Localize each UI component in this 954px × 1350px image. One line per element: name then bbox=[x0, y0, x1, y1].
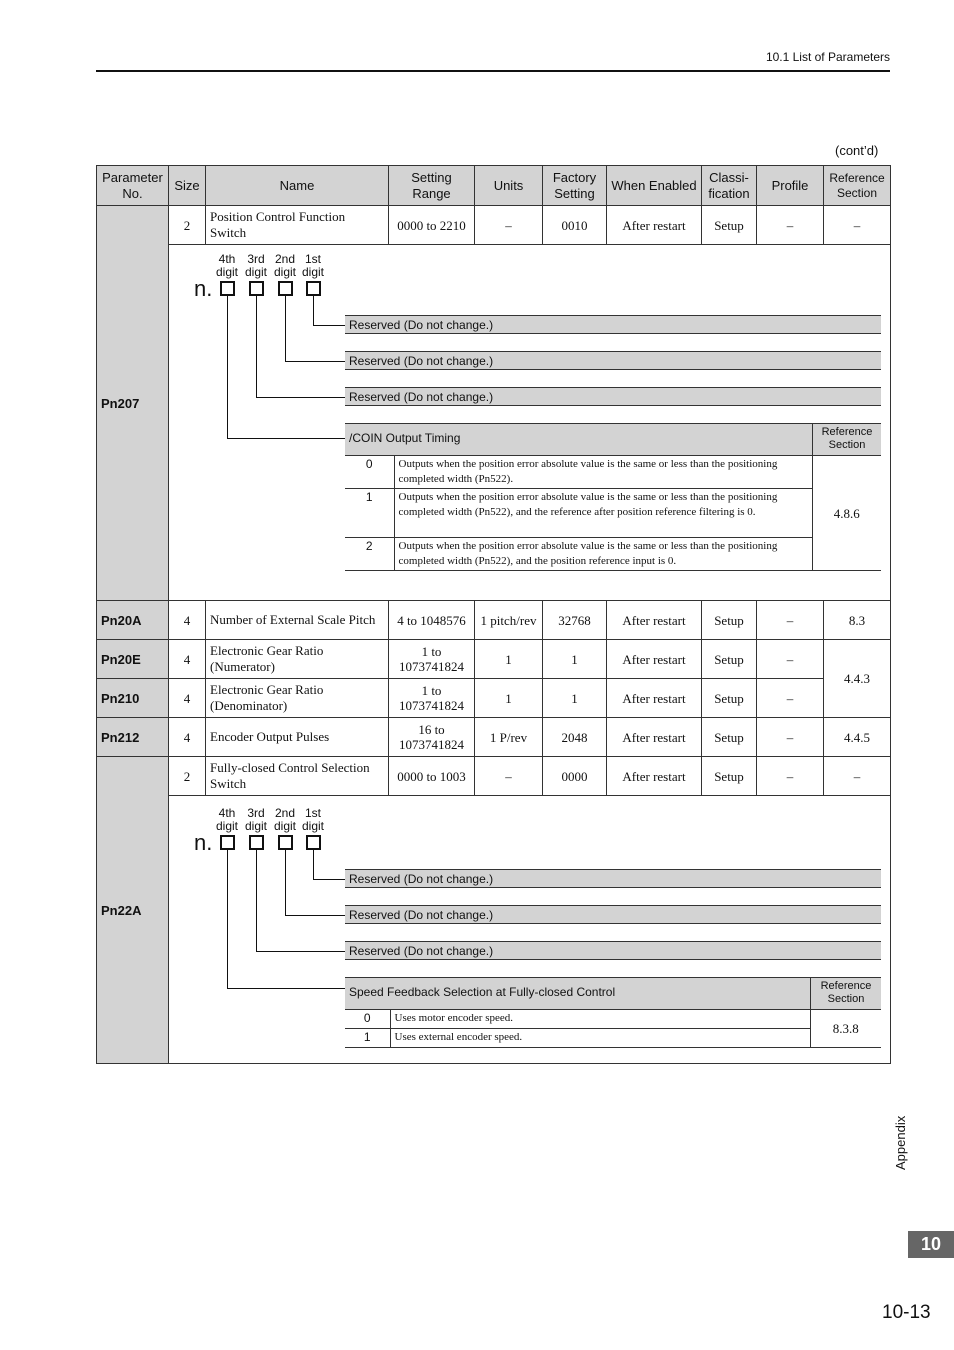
enabled-cell: After restart bbox=[607, 601, 702, 640]
n-prefix: n. bbox=[194, 276, 213, 301]
enabled-cell: After restart bbox=[607, 640, 702, 679]
digit-label: 4th digit bbox=[215, 806, 238, 833]
range-cell: 16 to 1073741824 bbox=[389, 718, 475, 757]
ref-cell: 8.3 bbox=[824, 601, 891, 640]
digit-box bbox=[278, 835, 293, 850]
factory-cell: 1 bbox=[543, 679, 607, 718]
profile-cell: – bbox=[757, 640, 824, 679]
digit-label: 2nd digit bbox=[273, 252, 296, 279]
col-header: Units bbox=[475, 166, 543, 206]
enabled-cell: After restart bbox=[607, 718, 702, 757]
reserved-bar: Reserved (Do not change.) bbox=[345, 387, 881, 406]
coin-output-header bbox=[345, 423, 881, 456]
reserved-bar: Reserved (Do not change.) bbox=[345, 351, 881, 370]
connector-line bbox=[313, 850, 314, 880]
profile-cell: – bbox=[757, 718, 824, 757]
connector-line bbox=[256, 951, 345, 952]
enabled-cell: After restart bbox=[607, 206, 702, 245]
table-row bbox=[97, 757, 891, 796]
chapter-tab: 10 bbox=[908, 1231, 954, 1258]
connector-line bbox=[313, 296, 314, 326]
reserved-bar: Reserved (Do not change.) bbox=[345, 869, 881, 888]
digit-label: 3rd digit bbox=[244, 806, 267, 833]
ref-cell: – bbox=[824, 206, 891, 245]
param-no: Pn207 bbox=[97, 206, 169, 601]
col-header: Parameter No. bbox=[97, 166, 169, 206]
digit-label: 4th digit bbox=[215, 252, 238, 279]
name-cell: Electronic Gear Ratio (Numerator) bbox=[206, 640, 389, 679]
units-cell: 1 bbox=[475, 640, 543, 679]
col-header: Classi-fication bbox=[702, 166, 757, 206]
range-cell: 0000 to 1003 bbox=[389, 757, 475, 796]
digit-label: 3rd digit bbox=[244, 252, 267, 279]
sub-desc: Outputs when the position error absolute value is the same or less than the positioning completed width (Pn522). bbox=[394, 456, 812, 489]
sub-value: 0 bbox=[345, 1010, 390, 1029]
factory-cell: 1 bbox=[543, 640, 607, 679]
connector-line bbox=[227, 988, 345, 989]
class-cell: Setup bbox=[702, 601, 757, 640]
param-no: Pn20A bbox=[97, 601, 169, 640]
param-no: Pn22A bbox=[97, 757, 169, 1064]
reserved-bar: Reserved (Do not change.) bbox=[345, 941, 881, 960]
profile-cell: – bbox=[757, 679, 824, 718]
size-cell: 4 bbox=[169, 640, 206, 679]
col-header: Profile bbox=[757, 166, 824, 206]
ref-cell: 4.4.5 bbox=[824, 718, 891, 757]
col-header: Reference Section bbox=[824, 166, 891, 206]
factory-cell: 32768 bbox=[543, 601, 607, 640]
reserved-bar: Reserved (Do not change.) bbox=[345, 905, 881, 924]
digit-label: 2nd digit bbox=[273, 806, 296, 833]
reserved-bar: Reserved (Do not change.) bbox=[345, 315, 881, 334]
size-cell: 4 bbox=[169, 718, 206, 757]
header-rule bbox=[96, 70, 890, 72]
sub-row bbox=[345, 1029, 881, 1048]
sub-ref-header: Reference Section bbox=[812, 424, 881, 455]
name-cell: Position Control Function Switch bbox=[206, 206, 389, 245]
size-cell: 4 bbox=[169, 679, 206, 718]
digit-label: 1st digit bbox=[301, 252, 324, 279]
connector-line bbox=[256, 850, 257, 952]
digit-box bbox=[220, 281, 235, 296]
speed-feedback-table bbox=[345, 1009, 881, 1048]
class-cell: Setup bbox=[702, 718, 757, 757]
name-cell: Fully-closed Control Selection Switch bbox=[206, 757, 389, 796]
profile-cell: – bbox=[757, 206, 824, 245]
continued-label: (cont’d) bbox=[835, 143, 879, 158]
units-cell: – bbox=[475, 757, 543, 796]
size-cell: 2 bbox=[169, 206, 206, 245]
name-cell: Electronic Gear Ratio (Denominator) bbox=[206, 679, 389, 718]
factory-cell: 0000 bbox=[543, 757, 607, 796]
page-number: 10-13 bbox=[882, 1302, 931, 1323]
sub-row bbox=[345, 1010, 881, 1029]
units-cell: 1 P/rev bbox=[475, 718, 543, 757]
name-cell: Number of External Scale Pitch bbox=[206, 601, 389, 640]
connector-line bbox=[227, 296, 228, 439]
digit-box bbox=[306, 281, 321, 296]
col-header: When Enabled bbox=[607, 166, 702, 206]
class-cell: Setup bbox=[702, 757, 757, 796]
enabled-cell: After restart bbox=[607, 679, 702, 718]
connector-line bbox=[256, 296, 257, 398]
parameter-table bbox=[96, 165, 891, 1064]
running-header: 10.1 List of Parameters bbox=[765, 50, 890, 64]
sub-desc: Uses motor encoder speed. bbox=[390, 1010, 810, 1029]
units-cell: 1 bbox=[475, 679, 543, 718]
range-cell: 4 to 1048576 bbox=[389, 601, 475, 640]
param-no: Pn20E bbox=[97, 640, 169, 679]
sub-title: Speed Feedback Selection at Fully-closed Control bbox=[349, 985, 616, 999]
sub-row bbox=[345, 538, 881, 571]
class-cell: Setup bbox=[702, 679, 757, 718]
enabled-cell: After restart bbox=[607, 757, 702, 796]
connector-line bbox=[313, 325, 345, 326]
appendix-tab-label: Appendix bbox=[893, 1115, 908, 1170]
sub-ref: 8.3.8 bbox=[810, 1010, 881, 1048]
digit-box bbox=[278, 281, 293, 296]
ref-cell: 4.4.3 bbox=[824, 640, 891, 718]
connector-line bbox=[256, 397, 345, 398]
digit-box bbox=[220, 835, 235, 850]
range-cell: 1 to 1073741824 bbox=[389, 679, 475, 718]
connector-line bbox=[285, 915, 345, 916]
connector-line bbox=[227, 850, 228, 989]
coin-timing-table bbox=[345, 455, 881, 571]
sub-title: /COIN Output Timing bbox=[349, 431, 461, 445]
connector-line bbox=[285, 850, 286, 916]
speed-feedback-header bbox=[345, 977, 881, 1010]
sub-value: 1 bbox=[345, 1029, 390, 1048]
sub-desc: Outputs when the position error absolute value is the same or less than the positioning completed width (Pn522), and the position reference input is 0. bbox=[394, 538, 812, 571]
param-no: Pn212 bbox=[97, 718, 169, 757]
sub-desc: Uses external encoder speed. bbox=[390, 1029, 810, 1048]
name-cell: Encoder Output Pulses bbox=[206, 718, 389, 757]
table-row bbox=[97, 601, 891, 640]
units-cell: – bbox=[475, 206, 543, 245]
size-cell: 2 bbox=[169, 757, 206, 796]
profile-cell: – bbox=[757, 601, 824, 640]
table-row bbox=[97, 679, 891, 718]
ref-cell: – bbox=[824, 757, 891, 796]
digit-box bbox=[249, 281, 264, 296]
connector-line bbox=[285, 296, 286, 362]
col-header: Factory Setting bbox=[543, 166, 607, 206]
sub-row bbox=[345, 489, 881, 538]
col-header: Name bbox=[206, 166, 389, 206]
digit-label: 1st digit bbox=[301, 806, 324, 833]
sub-value: 1 bbox=[345, 489, 394, 538]
connector-line bbox=[227, 438, 345, 439]
param-no: Pn210 bbox=[97, 679, 169, 718]
header-row bbox=[97, 166, 891, 206]
class-cell: Setup bbox=[702, 640, 757, 679]
sub-value: 2 bbox=[345, 538, 394, 571]
factory-cell: 2048 bbox=[543, 718, 607, 757]
n-prefix: n. bbox=[194, 830, 213, 855]
sub-desc: Outputs when the position error absolute value is the same or less than the positioning completed width (Pn522), and the reference after position reference filtering is 0. bbox=[394, 489, 812, 538]
col-header: Size bbox=[169, 166, 206, 206]
sub-row bbox=[345, 456, 881, 489]
table-row bbox=[97, 640, 891, 679]
col-header: Setting Range bbox=[389, 166, 475, 206]
table-row bbox=[97, 718, 891, 757]
class-cell: Setup bbox=[702, 206, 757, 245]
sub-value: 0 bbox=[345, 456, 394, 489]
range-cell: 1 to 1073741824 bbox=[389, 640, 475, 679]
size-cell: 4 bbox=[169, 601, 206, 640]
profile-cell: – bbox=[757, 757, 824, 796]
table-row bbox=[97, 206, 891, 245]
units-cell: 1 pitch/rev bbox=[475, 601, 543, 640]
sub-ref: 4.8.6 bbox=[812, 456, 881, 571]
connector-line bbox=[313, 879, 345, 880]
factory-cell: 0010 bbox=[543, 206, 607, 245]
sub-ref-header: Reference Section bbox=[810, 978, 881, 1009]
connector-line bbox=[285, 361, 345, 362]
digit-box bbox=[306, 835, 321, 850]
digit-box bbox=[249, 835, 264, 850]
range-cell: 0000 to 2210 bbox=[389, 206, 475, 245]
